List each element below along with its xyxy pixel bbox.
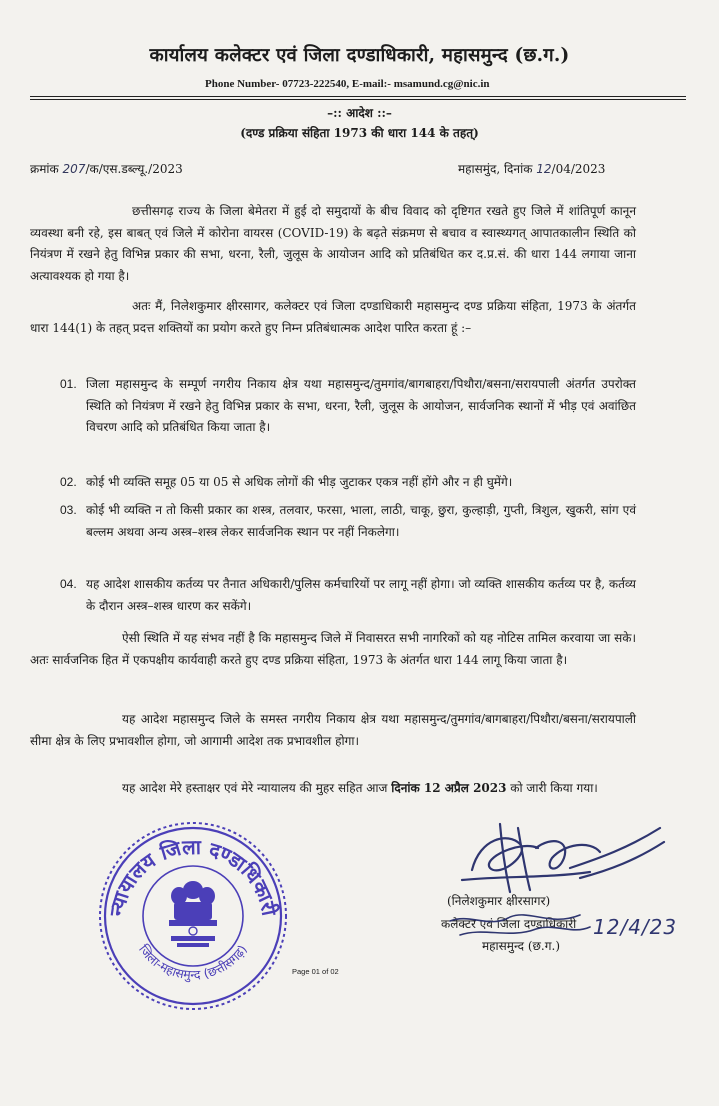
- court-seal-emblem: [97, 820, 289, 1012]
- ref-prefix: क्रमांक: [30, 162, 59, 176]
- office-title: कार्यालय कलेक्टर एवं जिला दण्डाधिकारी, महासमुन्द (छ.ग.): [149, 45, 570, 66]
- header-rule-thin: [30, 99, 686, 100]
- signatory-place: महासमुन्द (छ.ग.): [482, 939, 560, 953]
- issuance-text: यह आदेश मेरे हस्ताक्षर एवं मेरे न्यायालय की मुहर सहित आज: [122, 781, 388, 795]
- order-subheading: (दण्ड प्रक्रिया संहिता 1973 की धारा 144 के तहत्): [240, 126, 479, 140]
- page-number: Page 01 of 02: [292, 967, 339, 976]
- ref-suffix: /क/एस.डब्ल्यू./2023: [85, 162, 183, 176]
- paragraph-jurisdiction: यह आदेश महासमुन्द जिले के समस्त नगरीय निकाय क्षेत्र यथा महासमुन्द/तुमगांव/बागबाहरा/पिथौरा/बसना/सरायपाली सीमा क्षेत्र के लिए प्रभावशील होगा, जो आगामी आदेश तक प्रभावशील होगा।: [30, 712, 636, 748]
- svg-text:जिला-महासमुन्द (छत्तीसगढ़): [136, 942, 250, 983]
- seal-top-text: न्यायालय जिला दण्डाधिकारी: [104, 834, 282, 918]
- order-item: कोई भी व्यक्ति समूह 05 या 05 से अधिक लोगों की भीड़ जुटाकर एकत्र नहीं होंगे और न ही घुमेंगे।: [86, 475, 513, 489]
- order-date: [458, 160, 605, 177]
- date-day-handwritten: 12: [536, 162, 552, 176]
- ref-number-handwritten: 207: [62, 162, 86, 176]
- item-number: 01.: [60, 377, 77, 391]
- issuance-date: दिनांक 12 अप्रैल 2023: [391, 781, 507, 795]
- signature-scribble: [460, 818, 670, 898]
- contact-line: Phone Number- 07723-222540, E-mail:- msamund.cg@nic.in: [205, 78, 490, 90]
- order-item: कोई भी व्यक्ति न तो किसी प्रकार का शस्त्र, तलवार, फरसा, भाला, लाठी, चाकू, छुरा, कुल्हाड़ी, गुप्ती, त्रिशुल, खुकरी, सांग एवं बल्लम अथवा अन्य अस्त्र–शस्त्र लेकर सार्वजनिक स्थान पर नहीं निकलेगा।: [86, 503, 636, 539]
- paragraph-public-notice: ऐसी स्थिति में यह संभव नहीं है कि महासमुन्द जिले में निवासरत सभी नागरिकों को यह नोटिस तामिल करवाया जा सके। अतः सार्वजनिक हित में एकपक्षीय कार्यवाही करते हुए दण्ड प्रक्रिया संहिता, 1973 के अंतर्गत धारा 144 लागू किया जाता है।: [30, 631, 636, 667]
- order-item: यह आदेश शासकीय कर्तव्य पर तैनात अधिकारी/पुलिस कर्मचारियों पर लागू नहीं होगा। जो व्यक्ति शासकीय कर्तव्य पर है, कर्तव्य के दौरान अस्त्र–शस्त्र धारण कर सकेंगे।: [86, 577, 636, 613]
- date-suffix: /04/2023: [551, 162, 606, 176]
- reference-number: [30, 160, 183, 177]
- date-prefix: महासमुंद, दिनांक: [458, 162, 533, 176]
- signatory-designation: कलेक्टर एवं जिला दण्डाधिकारी: [441, 917, 577, 931]
- paragraph-context: छत्तीसगढ़ राज्य के जिला बेमेतरा में हुई दो समुदायों के बीच विवाद को दृष्टिगत रखते हुए जिले में शांतिपूर्ण कानून व्यवस्था बनी रहे, इस बाबत् एवं जिले में कोरोना वायरस (COVID-19) के बढ़ते संक्रमण से बचाव व स्वास्थ्यगत् आपातकालीन स्थिति को नियंत्रण में रखने हेतु विभिन्न प्रकार की सभा, धरना, रैली, जुलूस के आयोजन आदि को प्रतिबंधित कर द.प्र.सं. की धारा 144 लगाया जाना अत्यावश्यक हो गया है।: [30, 204, 636, 283]
- national-emblem-icon: [169, 881, 217, 947]
- signatory-name: (निलेशकुमार क्षीरसागर): [447, 894, 551, 908]
- order-item: जिला महासमुन्द के सम्पूर्ण नगरीय निकाय क्षेत्र यथा महासमुन्द/तुमगांव/बागबाहरा/पिथौरा/बसना/सरायपाली अंतर्गत उपरोक्त स्थिति को नियंत्रण में रखने हेतु विभिन्न प्रकार के सभा, धरना, रैली, जुलूस के आयोजन, सार्वजनिक स्थानों में भीड़ एवं अवांछित विचरण आदि को प्रतिबंधित किया जाता है।: [86, 377, 636, 434]
- header-rule: [30, 96, 686, 97]
- paragraph-authority: अतः मैं, निलेशकुमार क्षीरसागर, कलेक्टर एवं जिला दण्डाधिकारी महासमुन्द दण्ड प्रक्रिया संहिता, 1973 के अंतर्गत धारा 144(1) के तहत् प्रदत्त शक्तियों का प्रयोग करते हुए निम्न प्रतिबंधात्मक आदेश पारित करता हूं :–: [30, 299, 636, 335]
- item-number: 03.: [60, 503, 77, 517]
- handwritten-overwrite: [440, 905, 600, 945]
- issuance-text-end: को जारी किया गया।: [510, 781, 598, 795]
- order-heading: –:: आदेश ::–: [327, 106, 392, 120]
- item-number: 02.: [60, 475, 77, 489]
- item-number: 04.: [60, 577, 77, 591]
- handwritten-date: 12/4/23: [593, 915, 678, 939]
- paragraph-issuance: [30, 778, 640, 800]
- seal-bottom-text: जिला-महासमुन्द (छत्तीसगढ़): [136, 941, 250, 983]
